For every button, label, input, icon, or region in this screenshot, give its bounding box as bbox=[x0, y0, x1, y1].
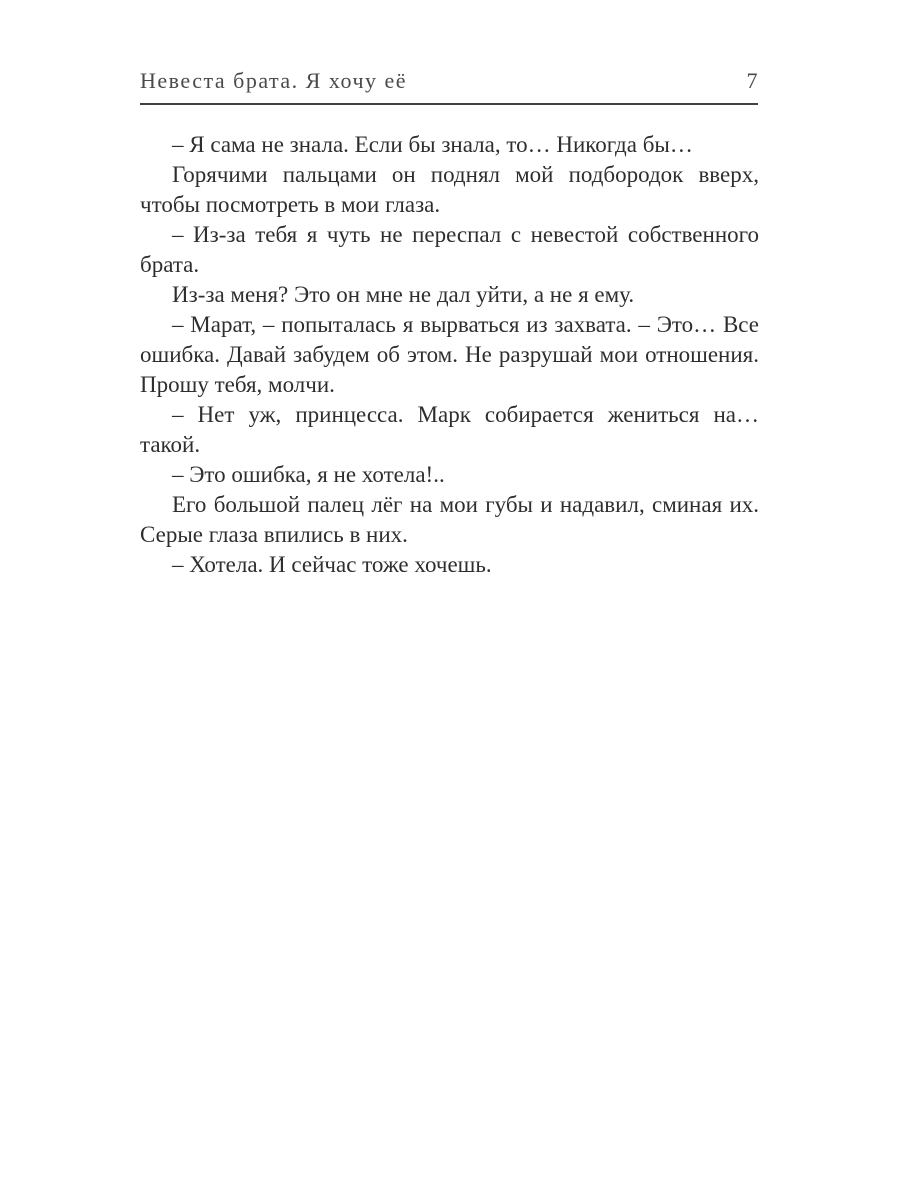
paragraph: – Из-за тебя я чуть не переспал с невестой собственного брата. bbox=[140, 222, 759, 277]
paragraph: – Это ошибка, я не хотела!.. bbox=[172, 462, 445, 487]
paragraph: – Марат, – попыталась я вырваться из захвата. – Это… Все ошибка. Давай забудем об этом. Не разрушай мои отношения. Прошу тебя, молчи. bbox=[140, 312, 759, 397]
paragraph: Из-за меня? Это он мне не дал уйти, а не я ему. bbox=[172, 282, 635, 307]
paragraph: Горячими пальцами он поднял мой подбородок вверх, чтобы посмотреть в мои глаза. bbox=[140, 162, 759, 217]
page-text bbox=[140, 130, 759, 580]
paragraph: – Я сама не знала. Если бы знала, то… Никогда бы… bbox=[172, 132, 693, 157]
paragraph: – Хотела. И сейчас тоже хочешь. bbox=[172, 552, 492, 577]
page-number: 7 bbox=[746, 68, 758, 93]
header-rule bbox=[140, 103, 758, 105]
running-header bbox=[140, 68, 758, 94]
paragraph: Его большой палец лёг на мои губы и надавил, сминая их. Серые глаза впились в них. bbox=[140, 492, 759, 547]
paragraph: – Нет уж, принцесса. Марк собирается жениться на… такой. bbox=[140, 402, 759, 457]
book-title: Невеста брата. Я хочу её bbox=[140, 68, 408, 93]
